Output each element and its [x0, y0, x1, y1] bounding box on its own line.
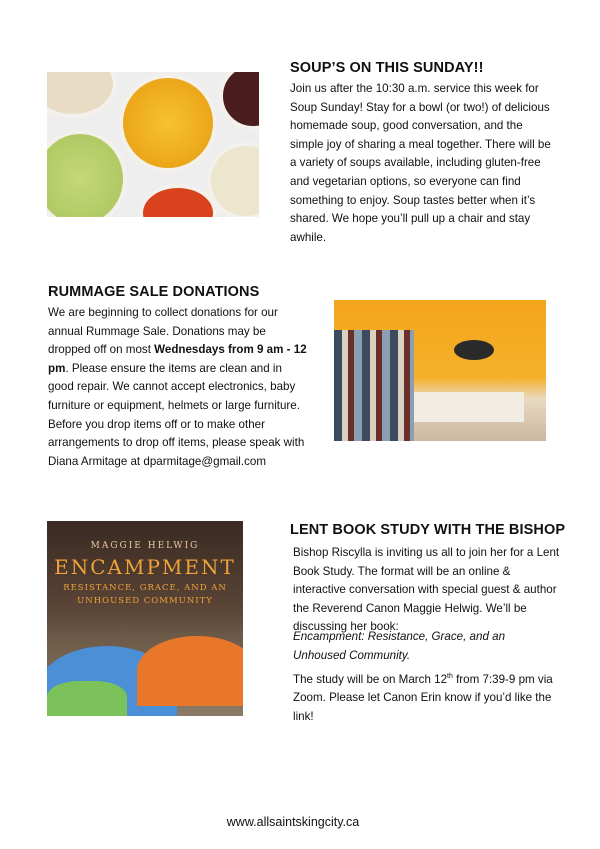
rummage-heading: RUMMAGE SALE DONATIONS [48, 284, 260, 300]
rummage-hours: Wednesdays from 9 am - 12 pm [48, 343, 307, 375]
date-suffix: th [447, 673, 453, 680]
soup-heading: SOUP’S ON THIS SUNDAY!! [290, 60, 484, 76]
book-title: ENCAMPMENT [54, 555, 236, 579]
book-cover-image [47, 521, 243, 716]
rummage-sale-image [334, 300, 546, 441]
book-author: MAGGIE HELWIG [90, 541, 200, 551]
lent-heading: LENT BOOK STUDY WITH THE BISHOP [290, 522, 566, 538]
lent-book-title: Encampment: Resistance, Grace, and an Unhoused Community. [293, 630, 506, 662]
book-subtitle-2: UNHOUSED COMMUNITY [77, 596, 213, 606]
rummage-text: We are beginning to collect donations for our annual Rummage Sale. Donations may be dropped off on most [48, 306, 278, 357]
lent-date: The study will be on March 12 [293, 672, 448, 686]
lent-intro: Bishop Riscylla is inviting us all to join her for a Lent Book Study. The format will be an online & interactive conversation with special guest & author the Reverend Canon Maggie Helwig. We’ll be discussing her book: [293, 546, 560, 634]
soup-body: Join us after the 10:30 a.m. service this week for Soup Sunday! Stay for a bowl (or two!) of delicious homemade soup, good conversation, and the simple joy of sharing a meal together. There will be a variety of soups available, including gluten-free and vegetarian options, so everyone can find something to enjoy. Soup tastes better when it’s shared. We hope you’ll pull up a chair and stay awhile. [290, 82, 551, 244]
lent-details-rest: from 7:39-9 pm via Zoom. Please let Canon Erin know if you’d like the link! [293, 672, 553, 724]
footer-website-link[interactable]: www.allsaintskingcity.ca [226, 815, 360, 829]
rummage-text-rest: . Please ensure the items are clean and in good repair. We cannot accept electronics, baby furniture or equipment, helmets or large furniture. Before you drop items off or to make other arrangements to drop off items, please speak with Diana Armitage at dparmitage@gmail.com [48, 361, 305, 468]
book-subtitle-1: RESISTANCE, GRACE, AND AN [63, 583, 227, 593]
soup-bowls-image [47, 72, 259, 217]
rummage-body [48, 304, 310, 471]
lent-details [293, 668, 558, 727]
